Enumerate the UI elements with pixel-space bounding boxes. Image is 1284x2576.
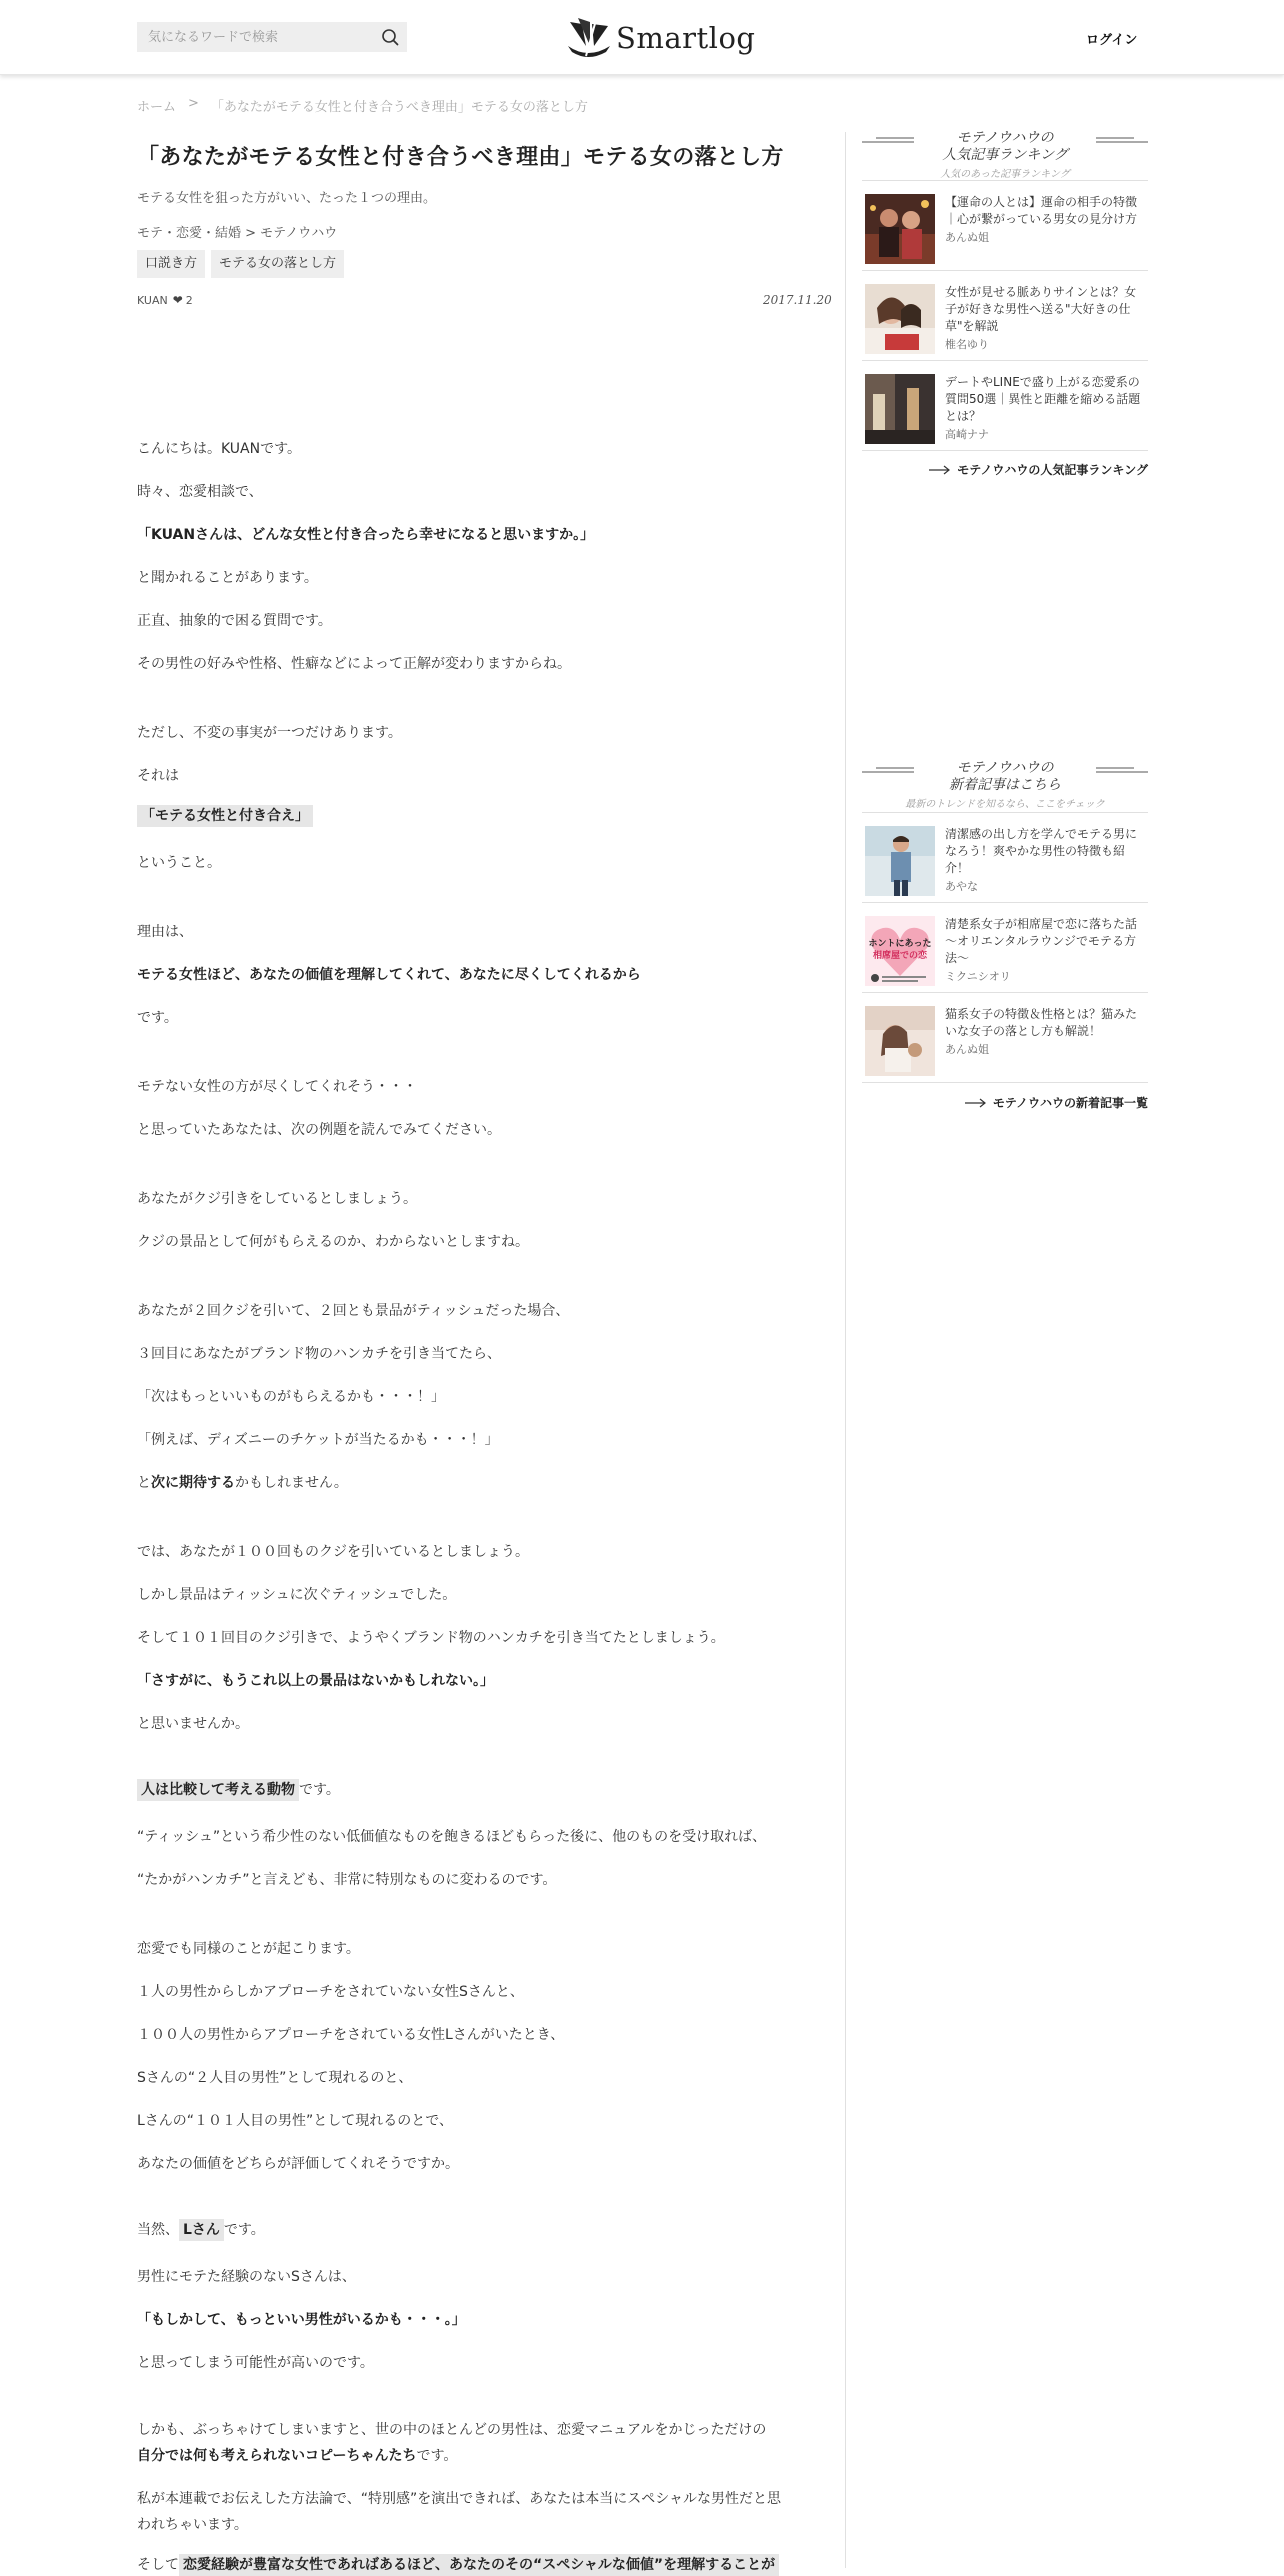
body-paragraph: あなたの価値をどちらが評価してくれそうですか。 xyxy=(137,2156,459,2172)
column-divider xyxy=(845,132,846,2568)
thumb-caption-1: ホントにあった xyxy=(868,939,932,949)
article-thumbnail[interactable] xyxy=(865,1006,935,1076)
latest-list xyxy=(862,812,1148,1083)
ranking-list xyxy=(862,180,1148,451)
body-paragraph: こんにちは。KUANです。 xyxy=(137,441,301,457)
like-count: 2 xyxy=(185,293,193,307)
body-text: です。 xyxy=(416,2448,458,2464)
body-paragraph: そして１０１回目のクジ引きで、ようやくブランド物のハンカチを引き当てたとしましょう。 xyxy=(137,1630,725,1646)
ranking-item-text xyxy=(945,284,1145,353)
body-paragraph: ただし、不変の事実が一つだけあります。 xyxy=(137,725,402,741)
body-paragraph: “たかがハンカチ”と言えども、非常に特別なものに変わるのです。 xyxy=(137,1872,557,1888)
highlight-text: 恋愛経験が豊富な女性であればあるほど、あなたのその“スペシャルな価値”を理解することが xyxy=(179,2554,779,2576)
ranking-heading xyxy=(862,130,1148,180)
body-paragraph: 恋愛でも同様のことが起こります。 xyxy=(137,1941,360,1957)
latest-item-title[interactable]: 猫系女子の特徴＆性格とは？猫みたいな女子の落とし方も解説！ xyxy=(945,1007,1138,1038)
article-category[interactable]: モテ・恋愛・結婚 > モテノウハウ xyxy=(137,226,338,241)
highlight-text: 人は比較して考える動物 xyxy=(137,1779,299,1801)
body-paragraph: モテない女性の方が尽くしてくれそう・・・ xyxy=(137,1079,417,1095)
ranking-more-link[interactable] xyxy=(929,461,1148,478)
body-paragraph: モテる女性ほど、あなたの価値を理解してくれて、あなたに尽くしてくれるから xyxy=(137,967,641,983)
body-paragraph xyxy=(137,2445,457,2465)
latest-item-text xyxy=(945,826,1145,895)
body-paragraph: 「次はもっといいものがもらえるかも・・・！」 xyxy=(137,1389,445,1405)
body-paragraph xyxy=(137,805,313,825)
article-thumbnail[interactable] xyxy=(865,826,935,896)
latest-item-title[interactable]: 清潔感の出し方を学んでモテる男になろう！爽やかな男性の特徴も紹介！ xyxy=(945,827,1138,875)
body-text: と xyxy=(137,1475,151,1491)
body-paragraph: Lさんの“１０１人目の男性”として現れるのとで、 xyxy=(137,2113,454,2129)
ranking-heading-line2: 人気記事ランキング xyxy=(942,147,1068,163)
body-paragraph: では、あなたが１００回ものクジを引いているとしましょう。 xyxy=(137,1544,529,1560)
arrow-right-icon xyxy=(965,1098,987,1108)
body-text: です。 xyxy=(299,1782,340,1798)
body-paragraph: １００人の男性からアプローチをされている女性Lさんがいたとき、 xyxy=(137,2027,565,2043)
body-paragraph: 「KUANさんは、どんな女性と付き合ったら幸せになると思いますか。」 xyxy=(137,527,595,543)
heading-deco-icon xyxy=(1096,136,1148,144)
ranking-item-author: あんぬ姐 xyxy=(945,231,989,244)
breadcrumb-current: 「あなたがモテる女性と付き合うべき理由」モテる女の落とし方 xyxy=(210,100,588,115)
body-paragraph: ということ。 xyxy=(137,855,221,871)
body-text: そして xyxy=(137,2557,179,2573)
site-header xyxy=(0,0,1284,75)
breadcrumb xyxy=(137,96,588,115)
body-paragraph: と思ってしまう可能性が高いのです。 xyxy=(137,2355,374,2371)
ranking-item-author: 高崎ナナ xyxy=(945,428,989,441)
publish-date: 2017.11.20 xyxy=(763,293,832,307)
body-paragraph: あなたがクジ引きをしているとしましょう。 xyxy=(137,1191,417,1207)
latest-heading-line1: モテノウハウの xyxy=(956,760,1054,776)
article-subtitle: モテる女性を狙った方がいい、たった１つの理由。 xyxy=(137,191,437,206)
body-paragraph: 私が本連載でお伝えした方法論で、“特別感”を演出できれば、あなたは本当にスペシャルな男性だと思 xyxy=(137,2491,781,2507)
ranking-heading-line1: モテノウハウの xyxy=(956,130,1054,146)
latest-subheading: 最新のトレンドを知るなら、ここをチェック xyxy=(905,799,1105,810)
body-paragraph: と聞かれることがあります。 xyxy=(137,570,318,586)
body-paragraph: しかし景品はティッシュに次ぐティッシュでした。 xyxy=(137,1587,457,1603)
body-paragraph: 「もしかして、もっといい男性がいるかも・・・。」 xyxy=(137,2312,466,2328)
body-paragraph: 男性にモテた経験のないSさんは、 xyxy=(137,2269,356,2285)
ranking-more-label[interactable]: モテノウハウの人気記事ランキング xyxy=(957,463,1148,477)
latest-item[interactable] xyxy=(862,813,1148,903)
body-paragraph xyxy=(137,2219,265,2239)
latest-heading xyxy=(862,760,1148,810)
latest-item[interactable] xyxy=(862,903,1148,993)
ranking-subheading: 人気のあった記事ランキング xyxy=(940,169,1070,180)
body-paragraph: です。 xyxy=(137,1010,178,1026)
heading-deco-icon xyxy=(862,766,914,774)
ranking-item-author: 椎名ゆり xyxy=(945,338,989,351)
logo-text: Smartlog xyxy=(616,21,756,55)
ranking-item-title[interactable]: 女性が見せる脈ありサインとは？女子が好きな男性へ送る"大好きの仕草"を解説 xyxy=(945,285,1137,333)
article-thumbnail[interactable] xyxy=(865,194,935,264)
body-paragraph: その男性の好みや性格、性癖などによって正解が変わりますからね。 xyxy=(137,656,571,672)
body-paragraph xyxy=(137,1472,348,1492)
ranking-item-text xyxy=(945,194,1145,246)
body-paragraph: と思っていたあなたは、次の例題を読んでみてください。 xyxy=(137,1122,501,1138)
logo-wings-icon xyxy=(566,16,612,60)
search-box[interactable] xyxy=(137,22,407,52)
ranking-item-title[interactable]: 【運命の人とは】運命の相手の特徴｜心が繋がっている男女の見分け方 xyxy=(945,195,1138,226)
article-thumbnail[interactable] xyxy=(865,374,935,444)
article-meta xyxy=(137,293,193,307)
body-paragraph: 「例えば、ディズニーのチケットが当たるかも・・・！」 xyxy=(137,1432,499,1448)
body-text: です。 xyxy=(223,2222,265,2238)
article-thumbnail[interactable] xyxy=(865,284,935,354)
body-paragraph: 時々、恋愛相談で、 xyxy=(137,484,263,500)
body-paragraph: 正直、抽象的で困る質問です。 xyxy=(137,613,332,629)
latest-item-title[interactable]: 清楚系女子が相席屋で恋に落ちた話 〜オリエンタルラウンジでモテる方法〜 xyxy=(945,917,1138,965)
site-logo[interactable] xyxy=(566,14,755,62)
body-paragraph: あなたが２回クジを引いて、２回とも景品がティッシュだった場合、 xyxy=(137,1303,570,1319)
author-name[interactable]: KUAN xyxy=(137,293,168,307)
article-title: 「あなたがモテる女性と付き合うべき理由」モテる女の落とし方 xyxy=(137,145,784,170)
body-paragraph: Sさんの“２人目の男性”として現れるのと、 xyxy=(137,2070,413,2086)
login-link[interactable]: ログイン xyxy=(1086,33,1138,48)
latest-item-author: あやな xyxy=(945,880,978,893)
tag-chip[interactable]: モテる女の落とし方 xyxy=(211,250,344,278)
bold-text: 自分では何も考えられないコピーちゃんたち xyxy=(137,2448,417,2464)
body-text: かもしれません。 xyxy=(235,1475,348,1491)
highlight-text: Lさん xyxy=(179,2219,224,2241)
body-paragraph xyxy=(137,2554,779,2574)
highlight-text: 「モテる女性と付き合え」 xyxy=(137,805,313,827)
latest-more-label[interactable]: モテノウハウの新着記事一覧 xyxy=(992,1096,1148,1110)
body-paragraph: ３回目にあなたがブランド物のハンカチを引き当てたら、 xyxy=(137,1346,501,1362)
body-paragraph: 理由は、 xyxy=(137,924,193,940)
ranking-item-title[interactable]: デートやLINEで盛り上がる恋愛系の質問50選｜異性と距離を縮める話題とは？ xyxy=(945,375,1141,423)
tag-list xyxy=(137,250,344,278)
latest-item[interactable] xyxy=(862,993,1148,1083)
ranking-item[interactable] xyxy=(862,271,1148,361)
body-text: 当然、 xyxy=(137,2222,179,2238)
arrow-right-icon xyxy=(929,465,951,475)
search-input[interactable] xyxy=(137,22,367,52)
body-paragraph: しかも、ぶっちゃけてしまいますと、世の中のほとんどの男性は、恋愛マニュアルをかじっただけの xyxy=(137,2422,767,2438)
body-paragraph: われちゃいます。 xyxy=(137,2517,248,2533)
body-paragraph: と思いませんか。 xyxy=(137,1716,249,1732)
heading-deco-icon xyxy=(1096,766,1148,774)
search-icon[interactable] xyxy=(381,28,399,46)
article-thumbnail[interactable] xyxy=(865,916,935,986)
ranking-item-text xyxy=(945,374,1145,443)
heading-deco-icon xyxy=(862,136,914,144)
body-paragraph: それは xyxy=(137,768,179,784)
latest-item-text xyxy=(945,1006,1145,1058)
body-paragraph: “ティッシュ”という希少性のない低価値なものを飽きるほどもらった後に、他のものを受け取れば、 xyxy=(137,1829,767,1845)
heart-icon[interactable]: ❤ xyxy=(172,293,183,307)
breadcrumb-home[interactable]: ホーム xyxy=(137,100,177,115)
latest-more-link[interactable] xyxy=(965,1094,1148,1111)
latest-item-author: あんぬ姐 xyxy=(945,1043,989,1056)
latest-item-text xyxy=(945,916,1145,985)
body-paragraph: クジの景品として何がもらえるのか、わからないとしますね。 xyxy=(137,1234,529,1250)
breadcrumb-separator: > xyxy=(188,96,199,111)
latest-heading-line2: 新着記事はこちら xyxy=(949,777,1061,793)
tag-chip[interactable]: 口説き方 xyxy=(137,250,205,278)
thumb-caption-2: 相席屋での恋 xyxy=(872,951,928,961)
body-paragraph: 「さすがに、もうこれ以上の景品はないかもしれない。」 xyxy=(137,1673,494,1689)
bold-text: 次に期待する xyxy=(151,1475,235,1491)
body-paragraph xyxy=(137,1779,340,1799)
ranking-item[interactable] xyxy=(862,361,1148,451)
body-paragraph: １人の男性からしかアプローチをされていない女性Sさんと、 xyxy=(137,1984,524,2000)
ranking-item[interactable] xyxy=(862,181,1148,271)
latest-item-author: ミクニシオリ xyxy=(945,970,1011,983)
